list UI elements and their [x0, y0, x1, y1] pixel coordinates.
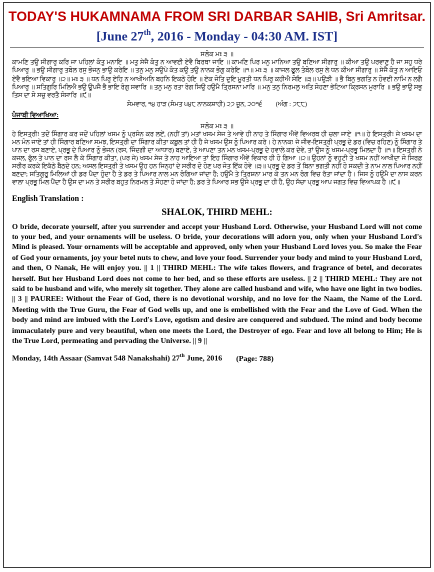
punjabi-translation: ਹੇ ਇਸਤ੍ਰੀ! ਤਦੋਂ ਸਿੰਗਾਰ ਕਰ ਜਦੋਂ ਪਹਿਲਾਂ ਖਸਮ ਨੂੰ ਪ੍ਰਸੰਨ ਕਰ ਲਏਂ, (ਨਹੀਂ ਤਾਂ) ਮਤਾਂ ਖਸਮ ਸੇਜ ਤੇ ਆਵੇ ਹੀ ਨਾਹ ਤੇ ਸਿੰਗਾਰ ਐਵੇਂ ਵਿਅਰਥ ਹੀ ਚਲਾ ਜਾਏ ॥੧॥ ਹੇ ਇਸਤ੍ਰੀ! ਜੇ ਖਸਮ ਦਾ ਮਨ ਮੰਨ ਜਾਏ ਤਾਂ ਹੀ ਸਿੰਗਾਰ ਬਣਿਆ ਸਮਝ, ਇਸਤ੍ਰੀ ਦਾ ਸਿੰਗਾਰ ਕੀਤਾ ਕਬੂਲ ਤਾਂ ਹੀ ਹੈ ਜੇ ਖਸਮ ਉਸ ਨੂੰ ਪਿਆਰ ਕਰੇ। ਹੇ ਨਾਨਕ! ਜੇ ਜੀਵ-ਇਸਤ੍ਰੀ ਪ੍ਰਭੂ ਦੇ ਡਰ (ਵਿਚ ਰਹਿਣ) ਨੂੰ ਸਿੰਗਾਰ ਤੇ ਪਾਨ ਦਾ ਰਸ ਬਣਾਏ, ਪ੍ਰਭੂ ਦੇ ਪਿਆਰ ਨੂੰ ਭੋਜਨ (ਰਸ, ਜਿੰਦਗੀ ਦਾ ਆਧਾਰ) ਬਣਾਏ, ਤੇ ਆਪਣਾ ਤਨ ਮਨ ਖਸਮ-ਪ੍ਰਭੂ ਦੇ ਹਵਾਲੇ ਕਰ ਦੇਵੇ, ਤਾਂ ਉਸ ਨੂੰ ਖਸਮ-ਪ੍ਰਭੂ ਮਿਲਦਾ ਹੈ ॥੧॥ ਇਸਤ੍ਰੀ ਨੇ ਕਜਲ, ਫੁੱਲ ਤੇ ਪਾਨ ਦਾ ਰਸ ਲੈ ਕੇ ਸਿੰਗਾਰ ਕੀਤਾ, (ਪਰ ਜੇ) ਖਸਮ ਸੇਜ ਤੇ ਨਾਹ ਆਇਆ ਤਾਂ ਇਹ ਸਿੰਗਾਰ ਐਵੇਂ ਵਿਕਾਰ ਹੀ ਹੋ ਗਿਆ ॥੨॥ ਉਹਨਾਂ ਨੂੰ ਵਹੁਟੀ ਤੇ ਖਸਮ ਨਹੀਂ ਆਖੀਦਾ ਜੋ ਸਿਰਫ਼ ਸਰੀਰ ਕਰਕੇ ਇਕੱਠੇ ਬੈਠਦੇ ਹਨ; ਅਸਲ ਇਸਤ੍ਰੀ ਤੇ ਖਸਮ ਉਹ ਹਨ ਜਿਨ੍ਹਾਂ ਦੇ ਸਰੀਰ ਦੋ ਹੋਣ ਪਰ ਜੋਤ ਇੱਕ ਹੋਵੇ ॥੩॥ ਪ੍ਰਭੂ ਦੇ ਡਰ ਤੋਂ ਬਿਨਾ ਭਗਤੀ ਨਹੀਂ ਹੋ ਸਕਦੀ ਤੇ ਨਾਮ ਨਾਲ ਪਿਆਰ ਨਹੀਂ ਬਣਦਾ; ਸਤਿਗੁਰੂ ਮਿਲਿਆਂ ਹੀ ਡਰ ਪੈਦਾ ਹੁੰਦਾ ਹੈ ਤੇ ਡਰ ਤੇ ਪਿਆਰ ਨਾਲ ਮਨ ਰੰਗਿਆ ਜਾਂਦਾ ਹੈ; ਹਉਮੈ ਤੇ ਤ੍ਰਿਸ਼ਨਾ ਮਾਰ ਕੇ ਤਨ ਮਨ ਰੰਗ ਵਿਚ ਰੱਤਾ ਜਾਂਦਾ ਹੈ। ਜਿਸ ਨੂੰ ਹਉਮੈ ਦਾ ਨਾਸ ਕਰਨ ਵਾਲਾ ਪ੍ਰਭੂ ਮਿਲ ਪੈਂਦਾ ਹੈ ਉਸ ਦਾ ਮਨ ਤੇ ਸਰੀਰ ਬਹੁਤ ਨਿਰਮਲ ਤੇ ਸੋਹਣਾ ਹੋ ਜਾਂਦਾ ਹੈ; ਡਰ ਤੇ ਪਿਆਰ ਸਭ ਉਸੇ ਪ੍ਰਭੂ ਦਾ ਹੀ ਹੈ, ਉਹ ਸੱਚਾ ਪ੍ਰਭੂ ਆਪ ਜਗਤ ਵਿਚ ਵਿਆਪਕ ਹੈ ॥੯॥: [12, 130, 422, 187]
gurmukhi-date-line: [12, 101, 422, 109]
english-translation: O bride, decorate yourself, after you surrender and accept your Husband Lord. Otherwise, your Husband Lord will not come to your bed, and your ornaments will be useless. O bride, your decorations will adorn you, only when your Husband Lord's Mind is pleased. Your ornaments will be acceptable and approved, only when your Husband Lord loves you. So make the Fear of God your ornaments, joy your betel nuts to chew, and love your food. Surrender your body and mind to your Husband Lord, and then, O Nanak, He will enjoy you. || 1 || THIRD MEHL: The wife takes flowers, and fragrance of betel, and decorates herself. But her Husband Lord does not come to her bed, and so these efforts are useless. || 2 || THIRD MEHL: They are not said to be husband and wife, who merely sit together. They alone are called husband and wife, who have one light in two bodies. || 3 || PAUREE: Without the Fear of God, there is no devotional worship, and no love for the Naam, the Name of the Lord. Meeting with the True Guru, the Fear of God wells up, and one is embellished with the Fear and the Love of God. When the body and mind are imbued with the Lord's Love, egotism and desire are conquered and subdued. The mind and body become immaculately pure and very beautiful, when one meets the Lord, the Destroyer of ego. Fear and love all belong to Him; He is the True Lord, permeating and pervading the Universe. || 9 ||: [12, 221, 422, 346]
punjabi-heading: ਸਲੋਕ ਮਃ ੩ ॥: [200, 122, 234, 130]
date-open: [June 27: [96, 28, 144, 44]
gurmukhi-heading: ਸਲੋਕ ਮਃ ੩ ॥: [200, 51, 234, 59]
gurmukhi-text: [12, 59, 422, 109]
date-line: [4, 25, 430, 44]
gurmukhi-page: (ਅੰਗ : ੭੮੮): [275, 100, 307, 108]
english-heading: SHALOK, THIRD MEHL:: [161, 207, 273, 218]
gurmukhi-verse: ਕਾਮਣਿ ਤਉ ਸੀਗਾਰੁ ਕਰਿ ਜਾ ਪਹਿਲਾਂ ਕੰਤੁ ਮਨਾਇ ॥ ਮਤੁ ਸੇਜੈ ਕੰਤੁ ਨ ਆਵਈ ਏਵੈ ਬਿਰਥਾ ਜਾਇ ॥ ਕਾਮਣਿ ਪਿਰ ਮਨੁ ਮਾਨਿਆ ਤਉ ਬਣਿਆ ਸੀਗਾਰੁ ॥ ਕੀਆ ਤਉ ਪਰਵਾਣੁ ਹੈ ਜਾ ਸਹੁ ਧਰੇ ਪਿਆਰੁ ॥ ਭਉ ਸੀਗਾਰੁ ਤਬੋਲ ਰਸੁ ਭੋਜਨੁ ਭਾਉ ਕਰੇਇ ॥ ਤਨੁ ਮਨੁ ਸਉਪੇ ਕੰਤ ਕਉ ਤਉ ਨਾਨਕ ਭੋਗੁ ਕਰੇਇ ॥੧॥ ਮਃ ੩ ॥ ਕਾਜਲ ਫੂਲ ਤੰਬੋਲ ਰਸੁ ਲੇ ਧਨ ਕੀਆ ਸੀਗਾਰੁ ॥ ਸੇਜੈ ਕੰਤੁ ਨ ਆਇਓ ਏਵੈ ਭਇਆ ਵਿਕਾਰੁ ॥੨॥ ਮਃ ੩ ॥ ਧਨ ਪਿਰੁ ਏਹਿ ਨ ਆਖੀਅਨਿ ਬਹਨਿ ਇਕਠੇ ਹੋਇ ॥ ਏਕ ਜੋਤਿ ਦੁਇ ਮੂਰਤੀ ਧਨ ਪਿਰੁ ਕਹੀਐ ਸੋਇ ॥੩॥ ਪਉੜੀ ॥ ਭੈ ਬਿਨੁ ਭਗਤਿ ਨ ਹੋਵਈ ਨਾਮਿ ਨ ਲਗੈ ਪਿਆਰੁ ॥ ਸਤਿਗੁਰਿ ਮਿਲਿਐ ਭਉ ਊਪਜੈ ਭੈ ਭਾਇ ਰੰਗੁ ਸਵਾਰਿ ॥ ਤਨੁ ਮਨੁ ਰਤਾ ਰੰਗ ਸਿਉ ਹਉਮੈ ਤ੍ਰਿਸਨਾ ਮਾਰਿ ॥ ਮਨੁ ਤਨੁ ਨਿਰਮਲੁ ਅਤਿ ਸੋਹਣਾ ਭੇਟਿਆ ਕ੍ਰਿਸਨ ਮੁਰਾਰਿ ॥ ਭਉ ਭਾਉ ਸਭੁ ਤਿਸ ਦਾ ਸੋ ਸਚੁ ਵਰਤੈ ਸੰਸਾਰਿ ॥੯॥: [12, 59, 422, 99]
footer-date: Monday, 14th Assaar (Samvat 548 Nanakshahi) 27: [12, 354, 180, 364]
gurmukhi-date: ਸੋਮਵਾਰ, ੧੪ ਹਾੜ (ਸੰਮਤ ੫੪੮ ਨਾਨਕਸ਼ਾਹੀ) ੨੭ ਜੂਨ, ੨੦੧੬: [127, 100, 263, 108]
footer-date-suffix: th: [179, 353, 185, 360]
footer-date-end: June, 2016: [184, 354, 223, 364]
footer-page: (Page: 788): [236, 354, 274, 364]
english-label: English Translation :: [12, 193, 84, 203]
page-title: TODAY'S HUKAMNAMA FROM SRI DARBAR SAHIB, Sri Amritsar.: [8, 9, 426, 24]
date-suffix: th: [143, 28, 151, 37]
hukamnama-sheet: [3, 2, 431, 568]
punjabi-label: ਪੰਜਾਬੀ ਵਿਆਖਿਆ:: [12, 111, 59, 119]
divider: [10, 47, 424, 48]
footer-date-line: [12, 351, 422, 364]
date-rest: , 2016 - Monday - 04:30 AM. IST]: [150, 28, 338, 44]
